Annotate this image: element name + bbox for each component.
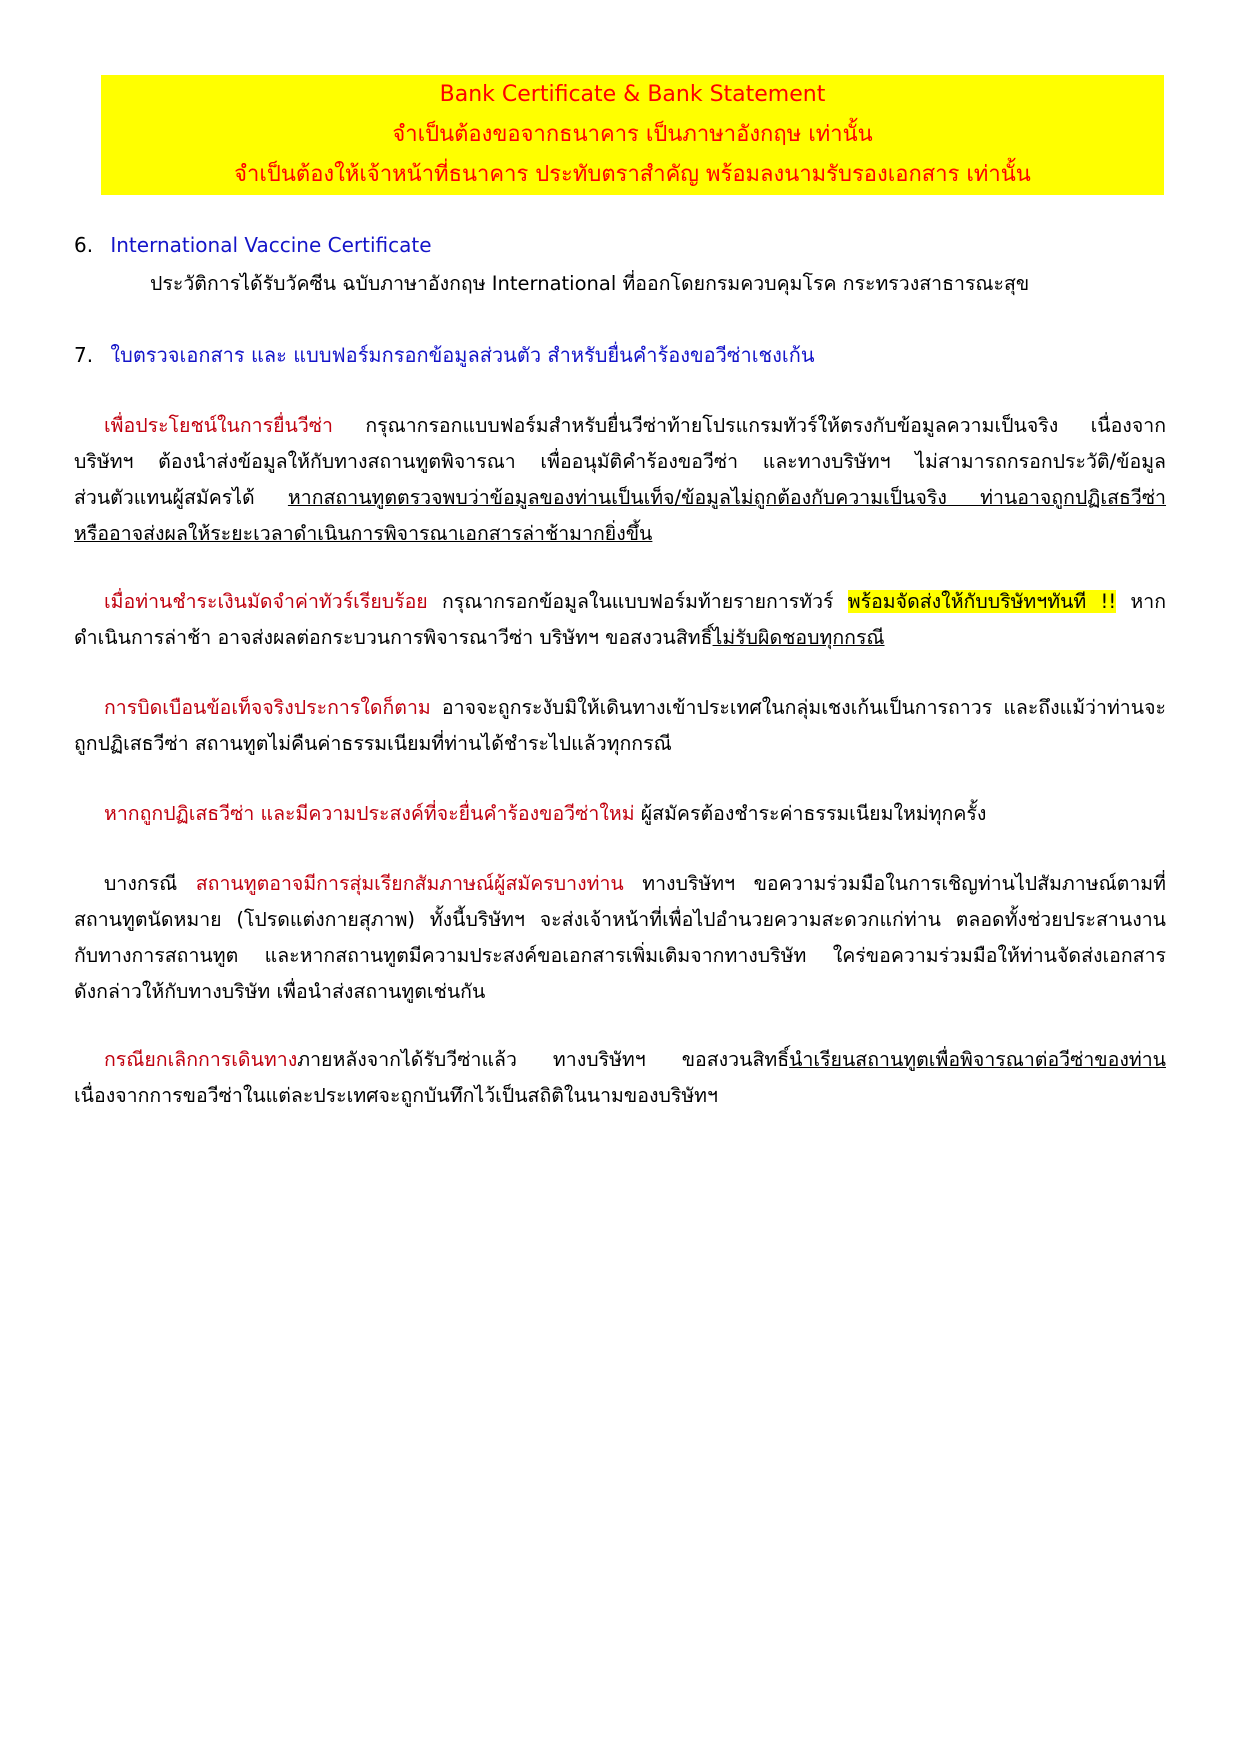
p1-line-4 — [74, 516, 1166, 552]
banner-line-1: Bank Certificate & Bank Statement — [439, 82, 826, 107]
p1-line-1 — [74, 408, 1166, 444]
p2-highlight: พร้อมจัดส่งให้กับบริษัทฯทันที !! — [847, 590, 1117, 613]
p5-start: บางกรณี — [104, 872, 196, 895]
p5-line-4: ดังกล่าวให้กับทางบริษัท เพื่อนำส่งสถานทูตเช่นกัน — [74, 980, 486, 1003]
p5-line-3: กับทางการสถานทูต และหากสถานทูตมีความประสงค์ขอเอกสารเพิ่มเติมจากทางบริษัท ใคร่ขอความร่วมมือให้ท่านจัดส่งเอกสาร — [74, 944, 1166, 967]
p4-line-1 — [74, 796, 1166, 832]
p1-text-3: ส่วนตัวแทนผู้สมัครได้ — [74, 486, 288, 509]
p2-text: กรุณากรอกข้อมูลในแบบฟอร์มท้ายรายการทัวร์ — [427, 590, 848, 613]
p1-lead: เพื่อประโยชน์ในการยื่นวีซ่า — [104, 414, 333, 437]
item-6-number: 6. — [74, 233, 94, 257]
p2-line-1 — [74, 584, 1166, 620]
p1-line-2: บริษัทฯ ต้องนำส่งข้อมูลให้กับทางสถานทูตพิจารณา เพื่ออนุมัติคำร้องขอวีซ่า และทางบริษัทฯ ไม่สามารถกรอกประวัติ/ข้อมูล — [74, 450, 1166, 473]
p6-text: ภายหลังจากได้รับวีซ่าแล้ว ทางบริษัทฯ ขอสงวนสิทธิ์ — [297, 1048, 790, 1071]
item-7-heading — [74, 340, 815, 370]
p3-text: อาจจะถูกระงับมิให้เดินทางเข้าประเทศในกลุ่มเชงเก้นเป็นการถาวร และถึงแม้ว่าท่านจะ — [430, 696, 1166, 719]
p2-disclaimer: ไม่รับผิดชอบทุกกรณี — [712, 626, 885, 649]
p6-notice: นำเรียนสถานทูตเพื่อพิจารณาต่อวีซ่าของท่าน — [789, 1048, 1166, 1071]
p5-line-2: สถานทูตนัดหมาย (โปรดแต่งกายสุภาพ) ทั้งนี้บริษัทฯ จะส่งเจ้าหน้าที่เพื่อไปอำนวยความสะดวกแก่ท่าน ตลอดทั้งช่วยประสานงาน — [74, 908, 1166, 931]
p1-warning: หากสถานทูตตรวจพบว่าข้อมูลของท่านเป็นเท็จ/ข้อมูลไม่ถูกต้องกับความเป็นจริง ท่านอาจถูกปฏิเสธวีซ่า — [287, 486, 1167, 509]
p3-lead: การบิดเบือนข้อเท็จจริงประการใดก็ตาม — [104, 696, 431, 719]
p3-line-1 — [74, 690, 1166, 726]
p6-lead: กรณียกเลิกการเดินทาง — [104, 1048, 298, 1071]
paragraph-interview — [74, 866, 1166, 1010]
bank-certificate-banner — [101, 75, 1164, 195]
p1-warning-2: หรืออาจส่งผลให้ระยะเวลาดำเนินการพิจารณาเอกสารล่าช้ามากยิ่งขึ้น — [74, 522, 653, 545]
item-6-heading — [74, 230, 432, 260]
item-7-title: ใบตรวจเอกสาร และ แบบฟอร์มกรอกข้อมูลส่วนตัว สำหรับยื่นคำร้องขอวีซ่าเชงเก้น — [110, 343, 815, 367]
item-7-number: 7. — [74, 343, 94, 367]
p4-text: ผู้สมัครต้องชำระค่าธรรมเนียมใหม่ทุกครั้ง — [634, 802, 987, 825]
banner-line-2: จำเป็นต้องขอจากธนาคาร เป็นภาษาอังกฤษ เท่านั้น — [392, 122, 873, 147]
p2-lead: เมื่อท่านชำระเงินมัดจำค่าทัวร์เรียบร้อย — [104, 590, 428, 613]
p6-line-1 — [74, 1042, 1166, 1078]
p5-text: ทางบริษัทฯ ขอความร่วมมือในการเชิญท่านไปสัมภาษณ์ตามที่ — [623, 872, 1167, 895]
p1-text: กรุณากรอกแบบฟอร์มสำหรับยื่นวีซ่าท้ายโปรแกรมทัวร์ให้ตรงกับข้อมูลความเป็นจริง เนื่องจาก — [333, 414, 1166, 437]
paragraph-misrepresentation — [74, 690, 1166, 762]
p1-line-3 — [74, 480, 1166, 516]
item-6-title: International Vaccine Certificate — [110, 233, 432, 257]
p2-text-2: ดำเนินการล่าช้า อาจส่งผลต่อกระบวนการพิจารณาวีซ่า บริษัทฯ ขอสงวนสิทธิ์ — [74, 626, 713, 649]
paragraph-deposit — [74, 584, 1166, 656]
paragraph-reapply — [74, 796, 1166, 832]
p2-line-2 — [74, 620, 1166, 656]
p4-lead: หากถูกปฏิเสธวีซ่า และมีความประสงค์ที่จะยื่นคำร้องขอวีซ่าใหม่ — [104, 802, 635, 825]
p6-line-2: เนื่องจากการขอวีซ่าในแต่ละประเทศจะถูกบันทึกไว้เป็นสถิติในนามของบริษัทฯ — [74, 1084, 718, 1107]
p5-line-1 — [74, 866, 1166, 902]
paragraph-cancellation — [74, 1042, 1166, 1114]
p5-lead: สถานทูตอาจมีการสุ่มเรียกสัมภาษณ์ผู้สมัครบางท่าน — [195, 872, 624, 895]
p2-text-end: หาก — [1116, 590, 1166, 613]
item-6-detail: ประวัติการได้รับวัคซีน ฉบับภาษาอังกฤษ International ที่ออกโดยกรมควบคุมโรค กระทรวงสาธารณะสุข — [150, 272, 1030, 295]
banner-line-3: จำเป็นต้องให้เจ้าหน้าที่ธนาคาร ประทับตราสำคัญ พร้อมลงนามรับรองเอกสาร เท่านั้น — [234, 162, 1031, 187]
paragraph-visa-benefit — [74, 408, 1166, 552]
p3-line-2: ถูกปฏิเสธวีซ่า สถานทูตไม่คืนค่าธรรมเนียมที่ท่านได้ชำระไปแล้วทุกกรณี — [74, 732, 672, 755]
